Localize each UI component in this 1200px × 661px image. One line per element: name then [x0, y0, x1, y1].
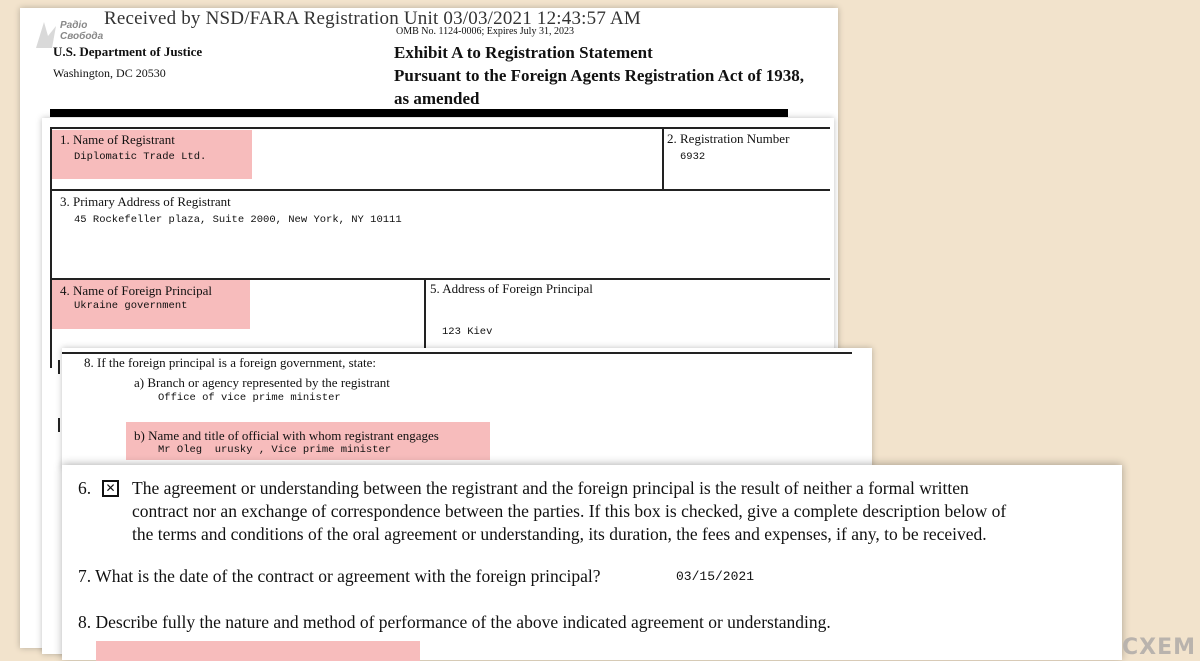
q8-answer-highlight — [96, 641, 420, 661]
header-rule — [50, 109, 788, 117]
official-name-value: Mr Oleg urusky , Vice prime minister — [158, 444, 392, 456]
form-divider-1-2 — [662, 128, 664, 190]
registrant-name-label: 1. Name of Registrant — [60, 132, 175, 147]
q7-question: 7. What is the date of the contract or agreement with the foreign principal? — [78, 566, 601, 586]
logo-text: Радіо Свобода — [60, 20, 104, 42]
registration-number-value: 6932 — [680, 151, 706, 163]
form-border-left — [50, 128, 52, 368]
section8-left-tick-2 — [58, 418, 60, 432]
q6-text: The agreement or understanding between the registrant and the foreign principal is the result of neither a formal written contract nor an exchange of correspondence between the parties. If this box is checked, give a complete description below of the terms and conditions of the oral agreement or understanding, its duration, the fees and expenses, if any, to be received. — [132, 478, 1007, 544]
registration-number-label: 2. Registration Number — [667, 131, 790, 146]
foreign-principal-address-value: 123 Kiev — [442, 326, 493, 338]
exhibit-subtitle: Pursuant to the Foreign Agents Registration Act of 1938, as amended — [394, 66, 805, 108]
department-city: Washington, DC 20530 — [53, 66, 166, 80]
branch-agency-value: Office of vice prime minister — [158, 392, 341, 404]
primary-address-value: 45 Rockefeller plaza, Suite 2000, New York, NY 10111 — [74, 214, 402, 226]
exhibit-title: Exhibit A to Registration Statement — [394, 43, 653, 62]
official-name-label: b) Name and title of official with whom registrant engages — [134, 428, 439, 443]
form-row-divider-1 — [50, 189, 830, 191]
form-border-top — [50, 127, 830, 129]
agreement-questions-page — [62, 465, 1122, 660]
q6-number: 6. — [78, 478, 92, 498]
schemes-watermark: СХЕМ — [1121, 635, 1196, 660]
foreign-principal-address-label: 5. Address of Foreign Principal — [430, 281, 593, 296]
foreign-government-section-page — [62, 348, 872, 468]
q6-checkbox — [102, 479, 119, 497]
checked-box-icon: ✕ — [102, 480, 119, 497]
section8-left-tick — [58, 360, 60, 374]
foreign-principal-name-value: Ukraine government — [74, 300, 188, 312]
section8-title: 8. If the foreign principal is a foreign government, state: — [84, 355, 377, 370]
branch-agency-label: a) Branch or agency represented by the registrant — [134, 375, 390, 390]
q7-date-value: 03/15/2021 — [676, 569, 755, 584]
foreign-principal-name-label: 4. Name of Foreign Principal — [60, 283, 212, 298]
section8-border-top — [62, 352, 852, 354]
q8-question: 8. Describe fully the nature and method of performance of the above indicated agreement or understanding. — [78, 612, 831, 632]
primary-address-label: 3. Primary Address of Registrant — [60, 194, 231, 209]
exhibit-title-block — [394, 41, 814, 110]
registrant-name-value: Diplomatic Trade Ltd. — [74, 151, 207, 163]
form-divider-4-5 — [424, 278, 426, 350]
department-name: U.S. Department of Justice — [53, 44, 203, 59]
omb-number: OMB No. 1124-0006; Expires July 31, 2023 — [396, 26, 574, 37]
received-stamp: Received by NSD/FARA Registration Unit 03/03/2021 12:43:57 AM — [104, 8, 641, 29]
